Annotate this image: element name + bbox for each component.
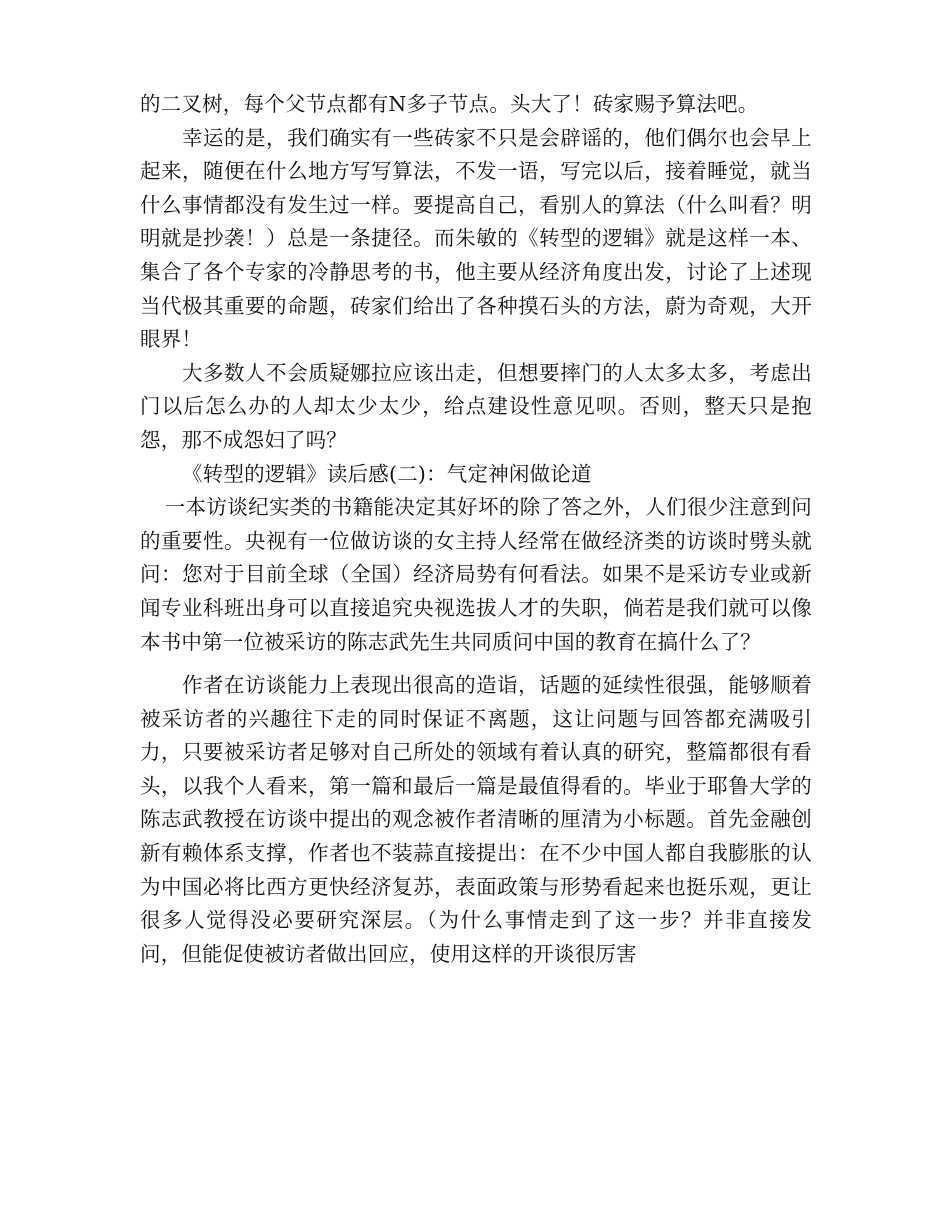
- paragraph-author-skill: 作者在访谈能力上表现出很高的造诣，话题的延续性很强，能够顺着被采访者的兴趣往下走的同时保证不离题，这让问题与回答都充满吸引力，只要被采访者足够对自己所处的领域有着认真的研究，整篇都很有看头，以我个人看来，第一篇和最后一篇是最值得看的。毕业于耶鲁大学的陈志武教授在访谈中提出的观念被作者清晰的厘清为小标题。首先金融创新有赖体系支撑，作者也不装蒜直接提出：在不少中国人都自我膨胀的认为中国必将比西方更快经济复苏，表面政策与形势看起来也挺乐观，更让很多人觉得没必要研究深层。（为什么事情走到了这一步？并非直接发问，但能促使被访者做出回应，使用这样的开谈很厉害: [140, 673, 812, 966]
- document-body: [140, 88, 812, 971]
- section-heading: 《转型的逻辑》读后感(二)：气定神闲做论道: [182, 461, 592, 486]
- paragraph-interview-questions: 一本访谈纪实类的书籍能决定其好坏的除了答之外，人们很少注意到问的重要性。央视有一位做访谈的女主持人经常在做经济类的访谈时劈头就问：您对于目前全球（全国）经济局势有何看法。如果不是采访专业或新闻专业科班出身可以直接追究央视选拔人才的失职，倘若是我们就可以像本书中第一位被采访的陈志武先生共同质问中国的教育在搞什么了？: [140, 495, 812, 654]
- paragraph-nora-leaving: 大多数人不会质疑娜拉应该出走，但想要摔门的人太多太多，考虑出门以后怎么办的人却太少太少，给点建设性意见呗。否则，整天只是抱怨，那不成怨妇了吗？: [140, 360, 812, 452]
- paragraph-lucky-experts: 幸运的是，我们确实有一些砖家不只是会辟谣的，他们偶尔也会早上起来，随便在什么地方写写算法，不发一语，写完以后，接着睡觉，就当什么事情都没有发生过一样。要提高自己，看别人的算法（什么叫看？明明就是抄袭！）总是一条捷径。而朱敏的《转型的逻辑》就是这样一本、集合了各个专家的冷静思考的书，他主要从经济角度出发，讨论了上述现当代极其重要的命题，砖家们给出了各种摸石头的方法，蔚为奇观，大开眼界！: [140, 125, 812, 352]
- paragraph-continuation: 的二叉树，每个父节点都有N多子节点。头大了！砖家赐予算法吧。: [140, 92, 759, 116]
